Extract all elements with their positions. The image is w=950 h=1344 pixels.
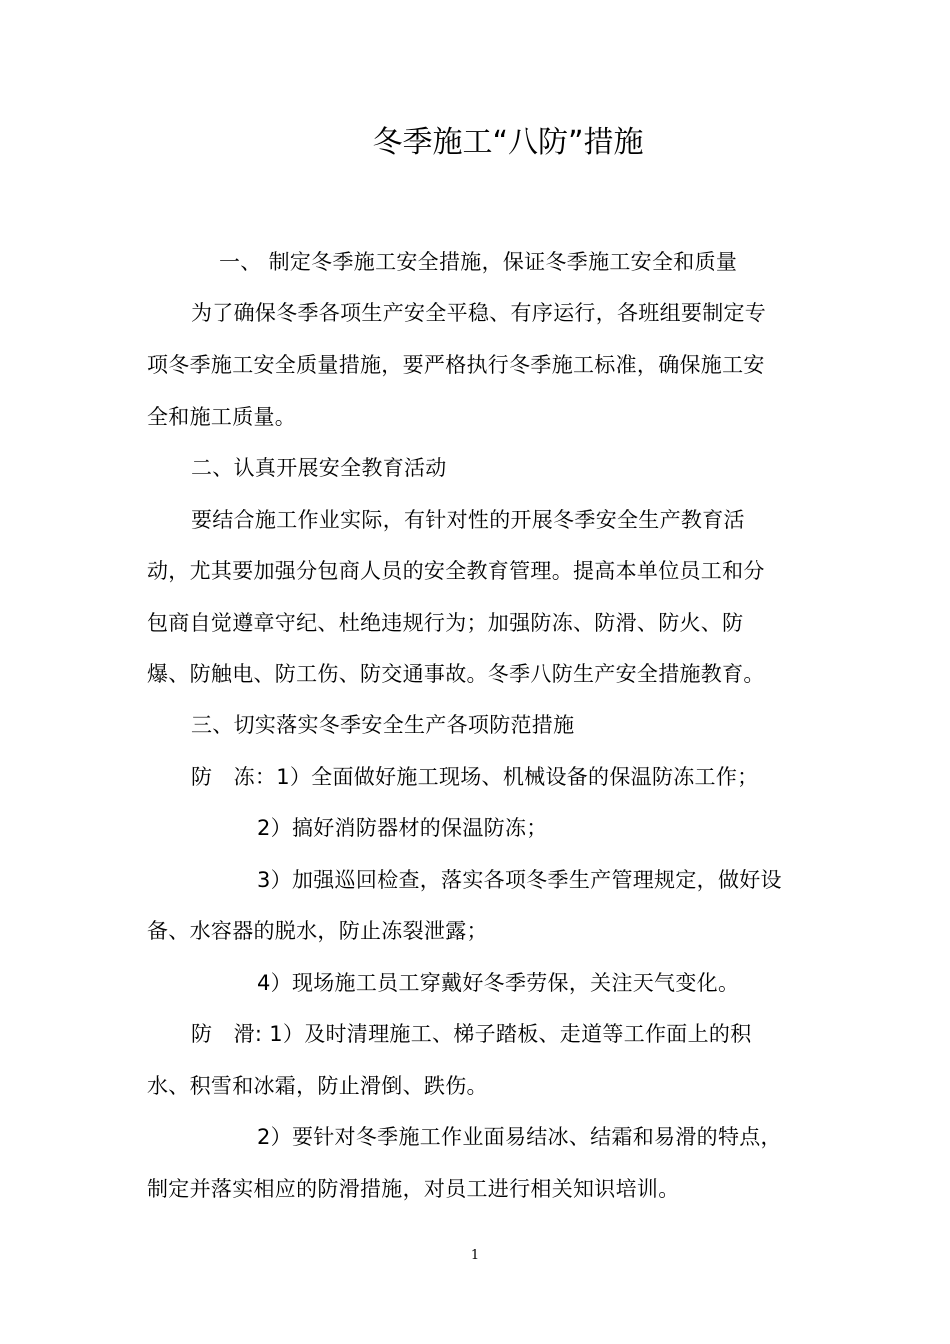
paragraph-line: 全和施工质量。: [147, 405, 297, 429]
section-3-heading: 三、切实落实冬季安全生产各项防范措施: [191, 713, 575, 737]
paragraph-line: 为了确保冬季各项生产安全平稳、有序运行，各班组要制定专: [191, 301, 767, 325]
page-number: 1: [470, 1248, 480, 1263]
paragraph-line: 爆、防触电、防工伤、防交通事故。冬季八防生产安全措施教育。: [147, 662, 765, 686]
list-item: 防 冻：1）全面做好施工现场、机械设备的保温防冻工作；: [191, 765, 759, 789]
paragraph-line: 项冬季施工安全质量措施，要严格执行冬季施工标准，确保施工安: [147, 353, 765, 377]
list-item: 2）搞好消防器材的保温防冻；: [257, 816, 548, 840]
list-item: 2）要针对冬季施工作业面易结冰、结霜和易滑的特点，: [257, 1125, 782, 1149]
list-item: 4）现场施工员工穿戴好冬季劳保，关注天气变化。: [257, 971, 740, 995]
paragraph-line: 制定并落实相应的防滑措施，对员工进行相关知识培训。: [147, 1177, 680, 1201]
list-item: 防 滑: 1）及时清理施工、梯子踏板、走道等工作面上的积: [191, 1022, 752, 1046]
paragraph-line: 包商自觉遵章守纪、杜绝违规行为；加强防冻、防滑、防火、防: [147, 611, 744, 635]
section-2-heading: 二、认真开展安全教育活动: [191, 456, 447, 480]
document-title: 冬季施工“八防”措施: [372, 125, 644, 160]
list-item: 3）加强巡回检查，落实各项冬季生产管理规定，做好设: [257, 868, 782, 892]
paragraph-line: 备、水容器的脱水，防止冻裂泄露；: [147, 919, 488, 943]
section-1-heading: 一、 制定冬季施工安全措施，保证冬季施工安全和质量: [219, 250, 738, 274]
paragraph-line: 动，尤其要加强分包商人员的安全教育管理。提高本单位员工和分: [147, 559, 765, 583]
paragraph-line: 要结合施工作业实际，有针对性的开展冬季安全生产教育活: [191, 508, 745, 532]
paragraph-line: 水、积雪和冰霜，防止滑倒、跌伤。: [147, 1074, 488, 1098]
